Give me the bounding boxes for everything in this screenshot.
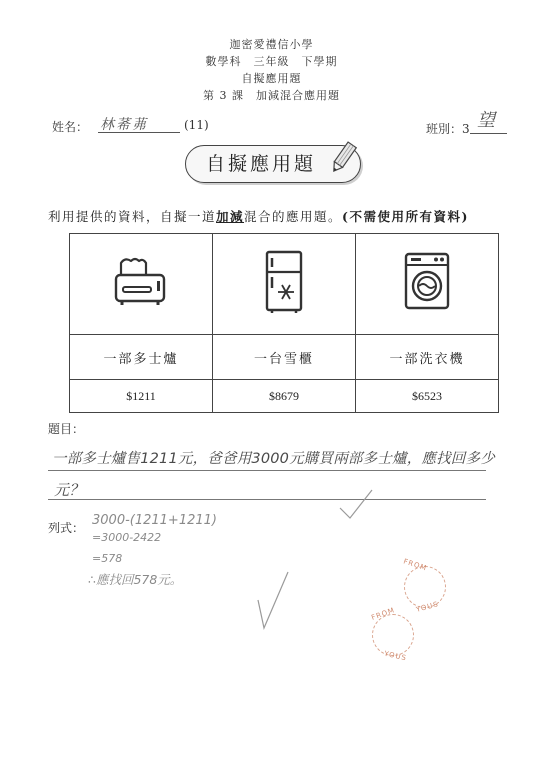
school-name: 迦密愛禮信小學 xyxy=(229,38,314,51)
working-line: 3000-(1211+1211) xyxy=(92,513,217,528)
instruction-middle: 混合的應用題。 xyxy=(244,209,343,224)
instruction-bold: 加減 xyxy=(216,209,245,224)
stamp-text-top: FROM xyxy=(370,606,397,622)
item-name: 一部洗衣機 xyxy=(356,335,499,380)
item-price: $8679 xyxy=(213,380,356,413)
item-price: $1211 xyxy=(70,380,213,413)
working-line: =3000-2422 xyxy=(92,531,162,544)
pencil-icon xyxy=(326,140,360,176)
items-table xyxy=(69,233,499,413)
reward-stamp xyxy=(372,614,414,656)
washing-machine-icon xyxy=(403,252,451,312)
item-price: $6523 xyxy=(356,380,499,413)
check-mark-icon xyxy=(336,488,376,522)
instruction-note: (不需使用所有資料) xyxy=(342,209,469,224)
item-name: 一台雪櫃 xyxy=(213,335,356,380)
washing-machine-cell xyxy=(356,234,499,335)
class-label: 班別：3 xyxy=(426,122,470,136)
fridge-icon xyxy=(264,250,304,314)
working-line: ∴應找回578元。 xyxy=(88,572,183,587)
question-label: 題目： xyxy=(48,422,85,436)
name-value: 林莃茀 xyxy=(100,117,148,133)
stamp-text-top: FROM xyxy=(402,557,429,573)
title-banner-text: 自擬應用題 xyxy=(205,153,316,175)
lesson-title: 第 3 課 加減混合應用題 xyxy=(203,89,340,102)
class-value: 望 xyxy=(477,110,495,131)
student-number: (11) xyxy=(184,118,209,132)
subject-line: 數學科 三年級 下學期 xyxy=(205,55,338,68)
worksheet-topic: 自擬應用題 xyxy=(241,72,302,85)
instruction-prefix: 利用提供的資料，自擬一道 xyxy=(48,209,217,224)
working-line: =578 xyxy=(92,552,123,565)
toaster-icon xyxy=(113,257,169,307)
answer-line-1 xyxy=(48,470,486,471)
name-label: 姓名： xyxy=(52,120,89,134)
instruction xyxy=(48,207,469,225)
check-mark-icon xyxy=(256,570,290,632)
stamp-text-bottom: YOUS xyxy=(383,649,408,663)
class-underline xyxy=(470,133,507,134)
item-name: 一部多士爐 xyxy=(70,335,213,380)
answer-line-2 xyxy=(48,499,486,500)
question-line-1: 一部多士爐售1211元，爸爸用3000元購買兩部多士爐，應找回多少 xyxy=(52,451,495,467)
stamp-text-bottom: YOUS xyxy=(415,600,440,614)
toaster-cell xyxy=(70,234,213,335)
title-banner xyxy=(185,145,361,183)
working-label: 列式： xyxy=(48,521,85,535)
question-line-2: 元？ xyxy=(54,481,85,499)
fridge-cell xyxy=(213,234,356,335)
